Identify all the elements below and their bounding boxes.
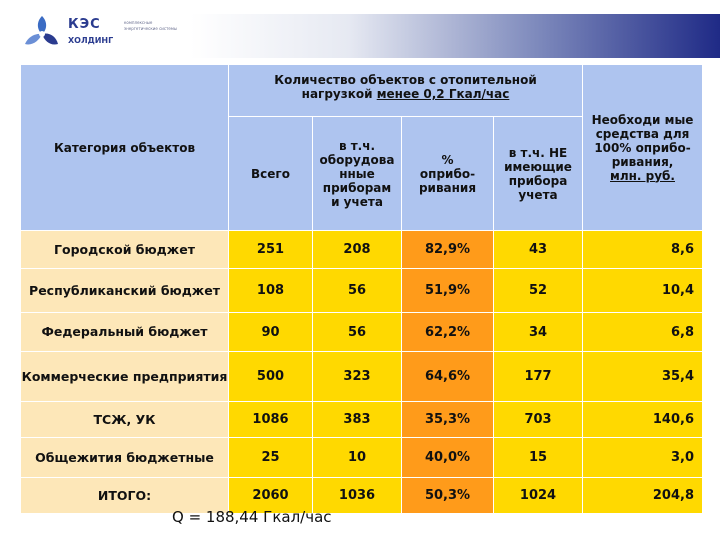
header-funds	[583, 65, 703, 231]
logo-name: КЭС	[68, 17, 101, 32]
cell-funds: 140,6	[583, 402, 703, 438]
header-group	[229, 65, 583, 117]
cell-percent: 35,3%	[402, 402, 494, 438]
row-category: Общежития бюджетные	[21, 438, 229, 478]
row-category: Коммерческие предприятия	[21, 352, 229, 402]
logo-tagline: комплексные энергетические системы	[124, 20, 178, 31]
header-category: Категория объектов	[21, 65, 229, 231]
cell-not-equipped: 52	[494, 269, 583, 313]
cell-percent: 82,9%	[402, 231, 494, 269]
cell-equipped: 56	[313, 269, 402, 313]
row-category: Федеральный бюджет	[21, 313, 229, 352]
header-group-underlined: менее 0,2 Гкал/час	[376, 87, 510, 101]
cell-total: 25	[229, 438, 313, 478]
cell-total: 500	[229, 352, 313, 402]
header-funds-unit: млн. руб.	[610, 168, 675, 183]
cell-not-equipped: 34	[494, 313, 583, 352]
header-group-prefix: нагрузкой	[301, 87, 377, 101]
logo-subtitle: ХОЛДИНГ	[68, 36, 114, 45]
cell-equipped: 10	[313, 438, 402, 478]
cell-not-equipped: 177	[494, 352, 583, 402]
table-row	[21, 269, 703, 313]
cell-funds: 10,4	[583, 269, 703, 313]
cell-total: 108	[229, 269, 313, 313]
cell-equipped: 208	[313, 231, 402, 269]
cell-not-equipped: 15	[494, 438, 583, 478]
metering-table	[20, 64, 703, 514]
logo-emblem-icon	[20, 12, 64, 56]
table-row	[21, 352, 703, 402]
slide-header	[0, 0, 720, 62]
company-logo	[20, 12, 190, 58]
cell-percent: 62,2%	[402, 313, 494, 352]
header-row-top	[21, 65, 703, 117]
header-total: Всего	[229, 117, 313, 231]
total-load-formula: Q = 188,44 Гкал/час	[172, 508, 332, 526]
cell-not-equipped: 703	[494, 402, 583, 438]
cell-funds: 8,6	[583, 231, 703, 269]
cell-total: 90	[229, 313, 313, 352]
cell-funds: 3,0	[583, 438, 703, 478]
cell-funds: 6,8	[583, 313, 703, 352]
cell-funds: 204,8	[583, 478, 703, 514]
cell-not-equipped: 43	[494, 231, 583, 269]
row-category: ТСЖ, УК	[21, 402, 229, 438]
cell-percent: 40,0%	[402, 438, 494, 478]
header-gradient-band	[190, 14, 720, 58]
table-row	[21, 231, 703, 269]
header-not-equipped: в т.ч. НЕ имеющие прибора учета	[494, 117, 583, 231]
cell-equipped: 323	[313, 352, 402, 402]
cell-total: 1086	[229, 402, 313, 438]
header-group-line2	[229, 87, 582, 101]
header-group-line1: Количество объектов с отопительной	[274, 73, 537, 87]
cell-not-equipped: 1024	[494, 478, 583, 514]
total-row	[21, 478, 703, 514]
header-funds-text: Необходи мые средства для 100% оприбо- ривания,	[591, 112, 694, 169]
row-category: Республиканский бюджет	[21, 269, 229, 313]
cell-equipped: 56	[313, 313, 402, 352]
cell-equipped: 1036	[313, 478, 402, 514]
row-category: Городской бюджет	[21, 231, 229, 269]
table-row	[21, 402, 703, 438]
table-row	[21, 313, 703, 352]
cell-total: 2060	[229, 478, 313, 514]
cell-percent: 50,3%	[402, 478, 494, 514]
header-equipped: в т.ч. оборудова нные приборам и учета	[313, 117, 402, 231]
header-percent: % оприбо- ривания	[402, 117, 494, 231]
cell-percent: 51,9%	[402, 269, 494, 313]
cell-percent: 64,6%	[402, 352, 494, 402]
cell-funds: 35,4	[583, 352, 703, 402]
cell-equipped: 383	[313, 402, 402, 438]
cell-total: 251	[229, 231, 313, 269]
table-row	[21, 438, 703, 478]
row-category: ИТОГО:	[21, 478, 229, 514]
